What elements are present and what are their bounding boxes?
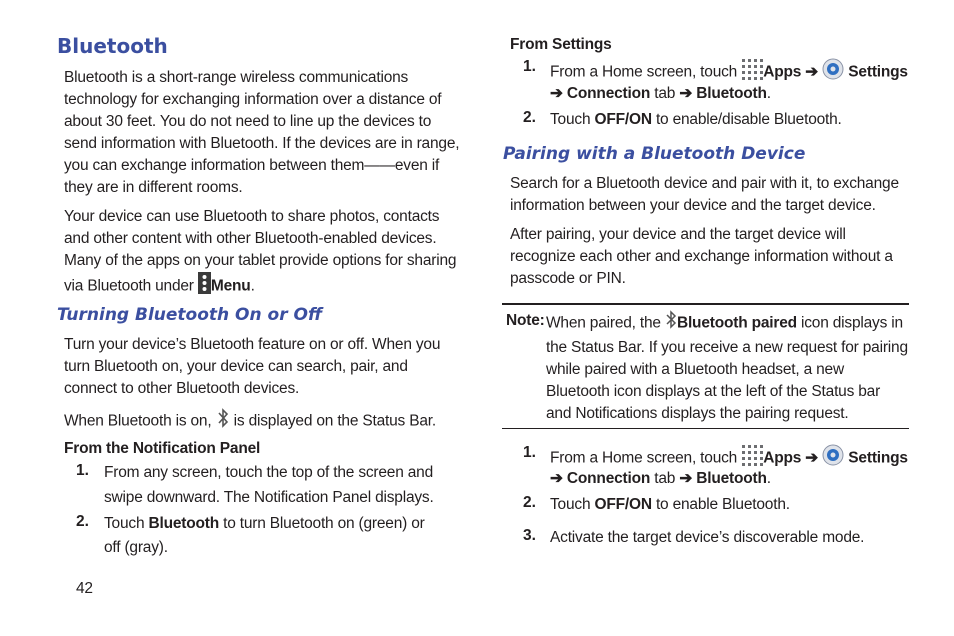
step-line: From a Home screen, touch Apps ➔ Settings — [550, 444, 908, 473]
turn-paragraph: Turn your device’s Bluetooth feature on or off. When you turn Bluetooth on, your device can search, pair, and connect to other Bluetooth devices. — [64, 336, 441, 397]
step-line: off (gray). — [104, 539, 168, 556]
step-line: From a Home screen, touch Apps ➔ Settings — [550, 58, 908, 87]
settings-gear-icon — [822, 58, 844, 87]
intro-paragraph: Bluetooth is a short-range wireless communications technology for exchanging information over a distance of about 30 feet. You do not need to line up the devices to send information with Bluetooth. If the devices are in range, you can exchange information between them——even if they are in different rooms. — [64, 69, 460, 196]
note-top-rule — [502, 303, 909, 305]
notification-panel-heading: From the Notification Panel — [64, 440, 261, 457]
step-line: ➔ Connection tab ➔ Bluetooth. — [550, 470, 771, 487]
settings-gear-icon — [822, 444, 844, 473]
step-line: From any screen, touch the top of the screen and — [104, 464, 434, 481]
menu-icon — [198, 272, 211, 301]
menu-label: Menu — [210, 277, 251, 295]
note-label: Note: — [506, 312, 545, 329]
share-paragraph: Your device can use Bluetooth to share photos, contacts and other content with other Bluetooth-enabled devices. Many of the apps on your tablet provide options for sharing via Bluetooth under Menu. — [64, 206, 462, 301]
search-paragraph: Search for a Bluetooth device and pair with it, to exchange information between your device and the target device. — [510, 175, 899, 214]
step-line: Touch OFF/ON to enable/disable Bluetooth. — [550, 111, 842, 128]
bluetooth-icon — [216, 407, 230, 436]
note-bottom-rule — [502, 428, 909, 429]
share-text: Your device can use Bluetooth to share photos, contacts and other content with other Bluetooth-enabled devices. Many of the apps on your tablet provide options for sharing via Bluetooth under — [64, 208, 457, 295]
step-line: Activate the target device’s discoverable mode. — [550, 529, 865, 546]
section-heading-turning: Turning Bluetooth On or Off — [57, 305, 323, 325]
step-line: ➔ Connection tab ➔ Bluetooth. — [550, 85, 771, 102]
section-heading-pairing: Pairing with a Bluetooth Device — [503, 144, 806, 164]
page-title: Bluetooth — [57, 34, 168, 58]
settings-heading: From Settings — [510, 36, 612, 53]
bluetooth-paired-icon — [665, 310, 677, 337]
step-line: Touch Bluetooth to turn Bluetooth on (green) or — [104, 515, 425, 532]
page-number: 42 — [76, 580, 93, 597]
after-pairing-paragraph: After pairing, your device and the target device will recognize each other and exchange information without a passcode or PIN. — [510, 226, 893, 287]
step-line: Touch OFF/ON to enable Bluetooth. — [550, 496, 790, 513]
note-text: When paired, the Bluetooth paired icon displays in the Status Bar. If you receive a new request for pairing while paired with a Bluetooth headset, a new Bluetooth icon displays at the left of the Status bar and Notifications displays the pairing request. — [546, 310, 908, 425]
step-line: swipe downward. The Notification Panel displays. — [104, 489, 434, 506]
status-paragraph: When Bluetooth is on, is displayed on the Status Bar. — [64, 407, 462, 436]
